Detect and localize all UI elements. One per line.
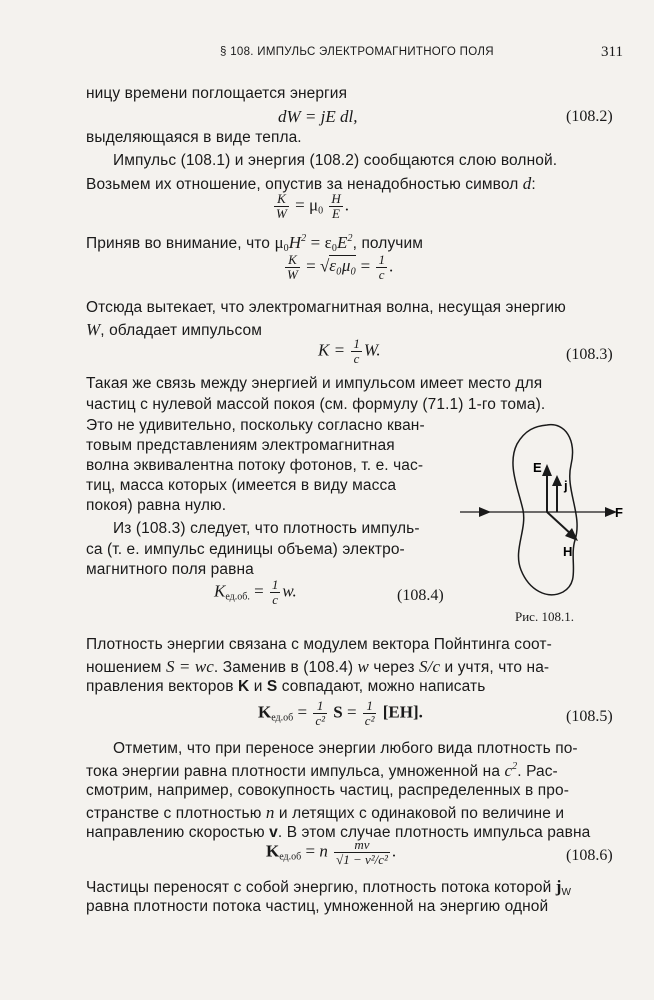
sqrt-sign: √ <box>319 256 330 276</box>
fraction <box>285 253 300 282</box>
label-e: E <box>533 460 542 475</box>
page-number: 311 <box>601 44 623 60</box>
label-f: F <box>615 505 623 520</box>
fraction <box>270 578 281 607</box>
text-line: тиц, масса которых (имеется в виду масса <box>86 477 397 494</box>
equals: = <box>305 841 316 861</box>
fraction <box>334 838 390 867</box>
symbol: d <box>522 174 532 193</box>
text-line: равна плотности потока частиц, умноженной на энергию одной <box>86 898 549 915</box>
text-line: покоя) равна нулю. <box>86 497 227 514</box>
denominator: c² <box>315 713 325 728</box>
fraction <box>329 192 342 221</box>
figure-108-1 <box>455 420 630 605</box>
equation-number: (108.6) <box>566 847 613 864</box>
symbol: E <box>337 233 348 252</box>
text-span: , обладает импульсом <box>100 322 262 339</box>
text-line <box>86 174 536 194</box>
equals: = <box>295 195 305 215</box>
text-line: са (т. е. импульс единицы объема) электро- <box>86 541 405 558</box>
equation-108-4 <box>214 578 297 607</box>
punct: . <box>388 256 394 276</box>
denominator: c² <box>364 713 375 728</box>
numerator: K <box>274 192 289 207</box>
text-line: ницу времени поглощается энергия <box>86 85 348 102</box>
arrow-head-icon <box>542 464 552 476</box>
text-line: Это не удивительно, поскольку согласно кван- <box>86 417 425 434</box>
equation-108-6 <box>266 838 396 867</box>
inline-formula: S/c <box>419 657 441 676</box>
text-line: Из (108.3) следует, что плотность импуль- <box>113 520 420 537</box>
text-line: волна эквивалентна потоку фотонов, т. е. час- <box>86 457 424 474</box>
symbol: S <box>333 702 343 722</box>
text-span: Возьмем их отношение, опустив за ненадобностью символ <box>86 176 519 193</box>
lhs: K = <box>318 340 346 360</box>
fraction <box>351 337 362 366</box>
equals: = <box>310 233 321 252</box>
text-line <box>86 877 571 898</box>
text-span: тока энергии равна плотности импульса, умноженной на <box>86 763 501 780</box>
equation-ratio <box>272 192 349 221</box>
inline-formula: j <box>555 877 562 896</box>
text-line: частиц с нулевой массой покоя (см. формулу (71.1) 1-го тома). <box>86 396 546 413</box>
rhs: W. <box>363 340 381 360</box>
text-line <box>86 803 564 823</box>
text-span: . В этом случае плотность импульса равна <box>277 824 591 841</box>
numerator: K <box>285 253 300 268</box>
inline-formula: n <box>265 803 275 822</box>
equals: = <box>254 581 264 601</box>
equation-number: (108.2) <box>566 108 613 125</box>
text-line: Отсюда вытекает, что электромагнитная волна, несущая энергию <box>86 299 566 316</box>
subscript: 0 <box>331 243 338 254</box>
subscript: W <box>561 887 572 898</box>
text-span: направлению скоростью <box>86 824 265 841</box>
numerator: H <box>331 191 341 206</box>
text-span: странстве с плотностью <box>86 805 262 822</box>
subscript: ед.об <box>279 851 302 863</box>
arrow-head-icon <box>479 507 491 517</box>
denominator: c <box>353 351 360 366</box>
equation-108-3 <box>318 337 381 366</box>
inline-formula <box>504 761 517 780</box>
text-line <box>86 657 549 677</box>
symbol: c <box>504 761 513 780</box>
text-line <box>86 678 485 696</box>
punct: . <box>391 841 397 861</box>
inline-formula: S <box>266 678 278 695</box>
symbol: n <box>319 841 328 861</box>
text-line: Плотность энергии связана с модулем вектора Пойнтинга соот- <box>86 636 552 653</box>
subscript: ед.об <box>271 712 294 724</box>
fraction <box>376 253 387 282</box>
numerator: 1 <box>378 252 385 267</box>
text-line: Импульс (108.1) и энергия (108.2) сообщаются слою волной. <box>113 152 558 169</box>
text-span: Частицы переносят с собой энергию, плотность потока которой <box>86 879 552 896</box>
superscript: 2 <box>512 761 518 772</box>
equation-number: (108.4) <box>397 587 444 604</box>
text-span: правления векторов <box>86 678 234 695</box>
subscript: 0 <box>283 243 289 254</box>
inline-formula <box>274 233 352 252</box>
text-line: Такая же связь между энергией и импульсом имеет место для <box>86 375 543 392</box>
inline-formula: w <box>357 657 369 676</box>
text-span: . Заменив в (108.4) <box>213 659 354 676</box>
fraction <box>274 192 289 221</box>
text-line: товым представлениям электромагнитная <box>86 437 395 454</box>
numerator: 1 <box>271 577 279 592</box>
symbol: μ <box>274 233 284 252</box>
subscript: ед.об. <box>225 591 250 603</box>
symbol: μ <box>308 195 319 215</box>
lhs: K <box>214 581 226 601</box>
fraction <box>363 699 377 728</box>
inline-formula: K <box>237 678 250 695</box>
text-line <box>86 761 558 781</box>
label-j: j <box>564 478 568 493</box>
equation-number: (108.3) <box>566 346 613 363</box>
superscript: 2 <box>347 233 353 244</box>
equation-ratio-2 <box>283 253 393 282</box>
radicand: ε₀μ₀ <box>329 256 357 276</box>
text-line: Отметим, что при переносе энергии любого вида плотность по- <box>113 740 578 757</box>
text-span: . Рас- <box>517 763 558 780</box>
rhs: [EH]. <box>382 702 423 722</box>
equals: = <box>297 702 308 722</box>
running-head: § 108. ИМПУЛЬС ЭЛЕКТРОМАГНИТНОГО ПОЛЯ <box>220 46 494 58</box>
denominator: E <box>332 206 340 221</box>
denominator: W <box>287 267 298 282</box>
numerator: 1 <box>313 699 327 714</box>
arrow-head-icon <box>552 475 562 486</box>
vector-h <box>547 512 572 535</box>
text-span: совпадают, можно написать <box>281 678 486 695</box>
punct: . <box>344 195 349 215</box>
text-line: смотрим, например, совокупность частиц, распределенных в про- <box>86 782 569 799</box>
subscript: 0 <box>318 205 324 217</box>
equals: = <box>306 256 316 276</box>
label-h: H <box>563 544 573 559</box>
inline-formula: S = wc <box>165 657 214 676</box>
text-span: , получим <box>352 235 423 252</box>
numerator: mv <box>334 838 390 853</box>
text-line <box>86 233 423 254</box>
numerator: 1 <box>353 336 360 351</box>
text-line <box>86 320 262 340</box>
lhs: K <box>266 841 280 861</box>
symbol: H <box>288 233 302 252</box>
symbol: W <box>86 320 101 339</box>
text-span: и учтя, что на- <box>444 659 550 676</box>
inline-formula: v <box>269 824 278 841</box>
text-line: выделяющаяся в виде тепла. <box>86 129 302 146</box>
text-span: ношением <box>86 659 162 676</box>
lhs: K <box>258 702 272 722</box>
denominator: W <box>276 206 287 221</box>
equation-number: (108.5) <box>566 708 613 725</box>
rhs: w. <box>282 581 297 601</box>
text-span: через <box>373 659 415 676</box>
symbol: ε <box>324 233 332 252</box>
text-line: магнитного поля равна <box>86 561 254 578</box>
figure-caption: Рис. 108.1. <box>515 609 574 624</box>
equation-108-2: dW = jE dl, <box>278 107 358 126</box>
equals: = <box>360 256 371 276</box>
numerator: 1 <box>363 699 377 714</box>
text-span: и <box>253 678 263 695</box>
denominator: c <box>272 592 279 607</box>
text-span: Приняв во внимание, что <box>86 235 271 252</box>
equation-108-5 <box>258 699 423 728</box>
text-span: : <box>531 176 536 193</box>
denominator: c <box>378 267 385 282</box>
text-span: и летящих с одинаковой по величине и <box>278 805 565 822</box>
fraction <box>313 699 327 728</box>
superscript: 2 <box>301 233 307 244</box>
denominator: √1 − v²/c² <box>336 852 388 867</box>
equals: = <box>346 702 357 722</box>
volume-outline <box>513 425 577 595</box>
